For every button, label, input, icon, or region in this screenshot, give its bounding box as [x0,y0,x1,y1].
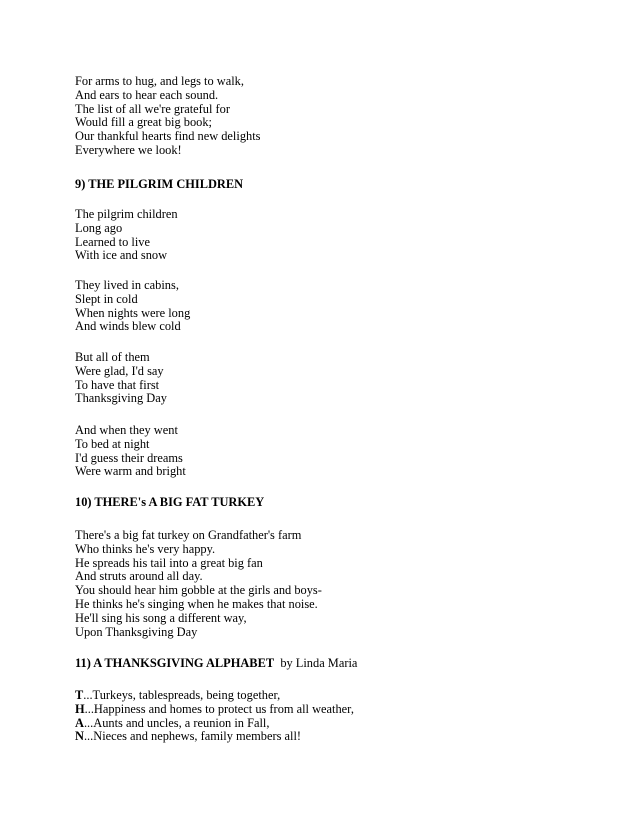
alphabet-letter: N [75,729,84,744]
alphabet-line [75,717,595,731]
poem9-line: Thanksgiving Day [75,391,167,406]
poem11-stanza [75,689,595,744]
poem9-line: Were warm and bright [75,464,186,479]
poem9-line: I'd guess their dreams [75,450,183,465]
poem9-line: Were glad, I'd say [75,363,164,378]
poem9-stanza-4 [75,424,595,479]
alphabet-letter: T [75,688,84,702]
poem9-line: The pilgrim children [75,207,178,221]
poem9-line: They lived in cabins, [75,278,179,292]
poem10-line: He'll sing his song a different way, [75,610,247,625]
poem9-line: When nights were long [75,305,191,320]
alphabet-text: ...Happiness and homes to protect us from all weather, [84,701,354,716]
poem10-title: 10) THERE's A BIG FAT TURKEY [75,495,265,509]
alphabet-letter: H [75,701,85,716]
intro-stanza [75,75,595,158]
alphabet-line [75,703,595,717]
alphabet-line [75,730,595,744]
poem9-title: 9) THE PILGRIM CHILDREN [75,177,244,191]
intro-line: Would fill a great big book; [75,115,212,130]
poem11-title: 11) A THANKSGIVING ALPHABET [75,656,275,670]
intro-line: For arms to hug, and legs to walk, [75,74,244,88]
poem9-line: And when they went [75,423,178,437]
intro-line: The list of all we're grateful for [75,101,230,116]
poem10-line: You should hear him gobble at the girls and boys- [75,583,322,598]
intro-line: And ears to hear each sound. [75,87,219,102]
poem10-stanza [75,529,595,639]
poem9-line: To bed at night [75,436,150,451]
poem10-line: Who thinks he's very happy. [75,541,216,556]
poem10-line: He thinks he's singing when he makes that noise. [75,596,318,611]
poem10-heading-block [75,495,595,509]
poem9-stanza-2 [75,279,595,334]
alphabet-text: ...Turkeys, tablespreads, being together, [83,688,281,702]
poem9-line: Slept in cold [75,291,138,306]
poem10-line: There's a big fat turkey on Grandfather's farm [75,528,302,542]
intro-line: Everywhere we look! [75,142,182,157]
poem9-line: Long ago [75,220,123,235]
poem9-line: But all of them [75,350,150,364]
poem9-stanza-1 [75,208,595,263]
poem11-heading-block [75,656,595,670]
poem11-byline: by Linda Maria [280,656,358,670]
poem10-line: He spreads his tail into a great big fan [75,555,263,570]
poem9-line: With ice and snow [75,248,168,263]
alphabet-letter: A [75,715,84,730]
alphabet-text: ...Aunts and uncles, a reunion in Fall, [83,715,270,730]
poem9-line: And winds blew cold [75,319,181,334]
poem9-line: To have that first [75,377,160,392]
poem9-line: Learned to live [75,234,150,249]
alphabet-line [75,689,595,703]
alphabet-text: ...Nieces and nephews, family members all! [83,729,302,744]
poem10-line: And struts around all day. [75,569,203,584]
poem10-line: Upon Thanksgiving Day [75,624,198,639]
intro-line: Our thankful hearts find new delights [75,129,261,144]
poem9-heading-block [75,177,595,191]
poem11-heading [75,656,595,670]
poem9-stanza-3 [75,351,595,406]
